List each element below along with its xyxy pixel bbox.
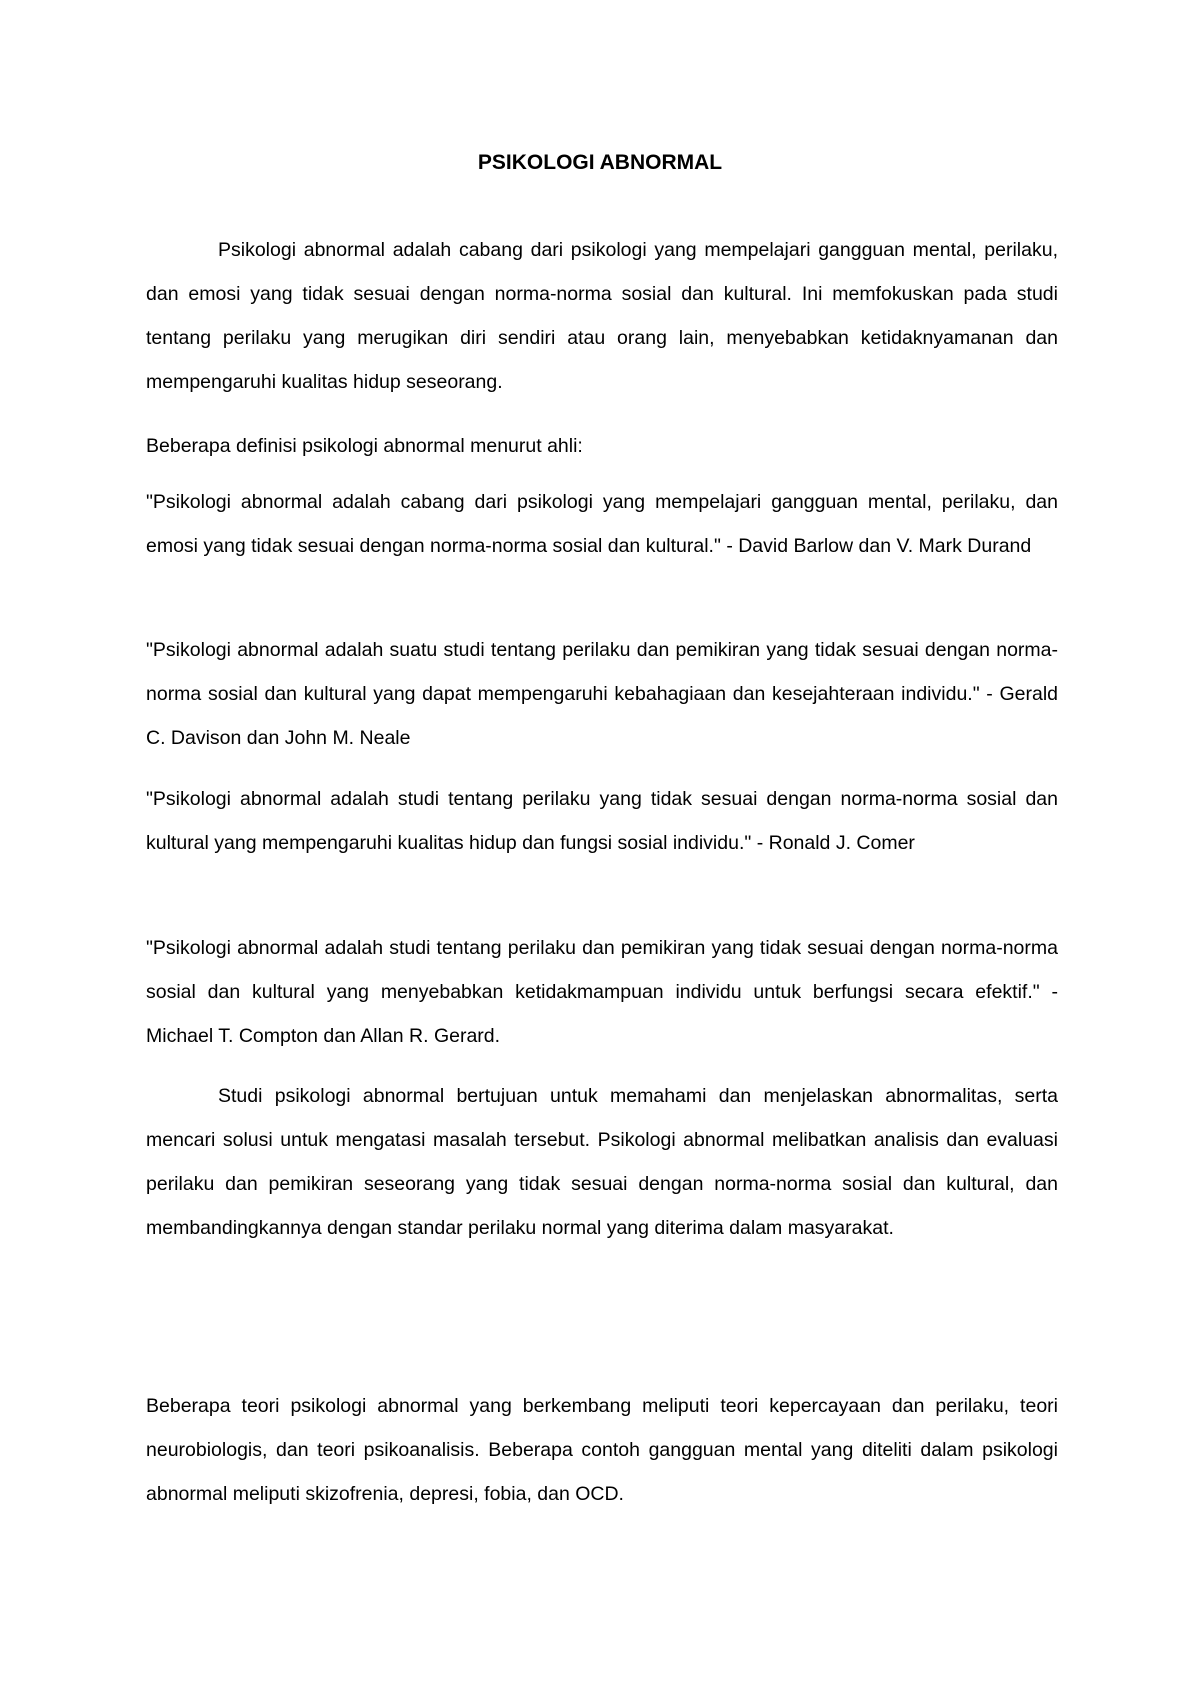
paragraph-theories: Beberapa teori psikologi abnormal yang berkembang meliputi teori kepercayaan dan perilaku, teori neurobiologis, dan teori psikoanalisis. Beberapa contoh gangguan mental yang diteliti dalam psikologi abnormal meliputi skizofrenia, depresi, fobia, dan OCD. bbox=[146, 1394, 1058, 1505]
paragraph-quote-comer: "Psikologi abnormal adalah studi tentang perilaku yang tidak sesuai dengan norma-norma sosial dan kultural yang mempengaruhi kualitas hidup dan fungsi sosial individu." - Ronald J. Comer bbox=[146, 787, 1058, 854]
paragraph-intro: Psikologi abnormal adalah cabang dari psikologi yang mempelajari gangguan mental, perilaku, dan emosi yang tidak sesuai dengan norma-norma sosial dan kultural. Ini memfokuskan pada studi tentang perilaku yang merugikan diri sendiri atau orang lain, menyebabkan ketidaknyamanan dan mempengaruhi kualitas hidup seseorang. bbox=[146, 238, 1058, 393]
document-title: PSIKOLOGI ABNORMAL bbox=[477, 151, 723, 174]
paragraph-quote-barlow: "Psikologi abnormal adalah cabang dari psikologi yang mempelajari gangguan mental, perilaku, dan emosi yang tidak sesuai dengan norma-norma sosial dan kultural." - David Barlow dan V. Mark Durand bbox=[146, 490, 1058, 557]
paragraph-quote-compton: "Psikologi abnormal adalah studi tentang perilaku dan pemikiran yang tidak sesuai dengan norma-norma sosial dan kultural yang menyebabkan ketidakmampuan individu untuk berfungsi secara efektif." - Michael T. Compton dan Allan R. Gerard. bbox=[146, 936, 1058, 1047]
paragraph-definitions-heading: Beberapa definisi psikologi abnormal menurut ahli: bbox=[146, 434, 583, 457]
paragraph-study-goals: Studi psikologi abnormal bertujuan untuk memahami dan menjelaskan abnormalitas, serta mencari solusi untuk mengatasi masalah tersebut. Psikologi abnormal melibatkan analisis dan evaluasi perilaku dan pemikiran seseorang yang tidak sesuai dengan norma-norma sosial dan kultural, dan membandingkannya dengan standar perilaku normal yang diterima dalam masyarakat. bbox=[146, 1084, 1058, 1239]
paragraph-quote-davison: "Psikologi abnormal adalah suatu studi tentang perilaku dan pemikiran yang tidak sesuai dengan norma-norma sosial dan kultural yang dapat mempengaruhi kebahagiaan dan kesejahteraan individu." - Gerald C. Davison dan John M. Neale bbox=[146, 638, 1058, 749]
